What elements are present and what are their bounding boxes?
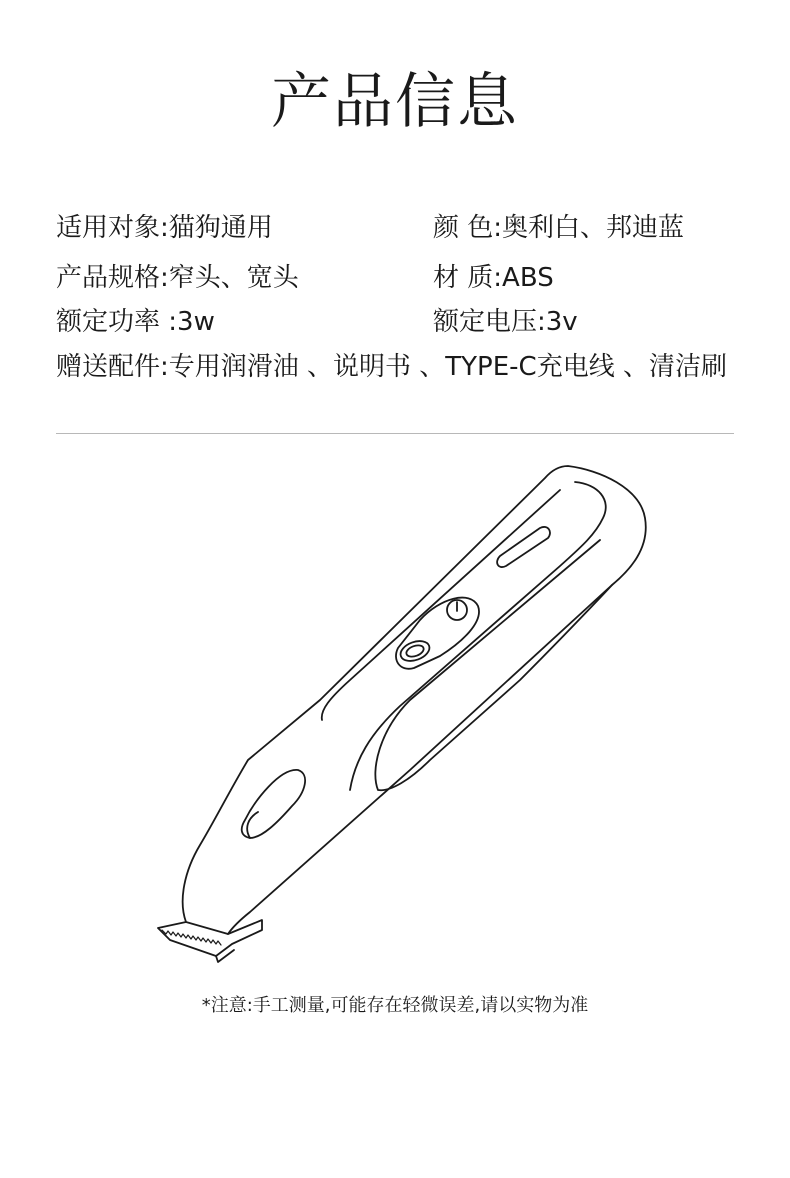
spec-size [56, 261, 299, 295]
led-indicator [497, 527, 550, 567]
spec-gifts [56, 352, 736, 382]
spec-material [433, 261, 554, 295]
spec-label: 赠送配件: [56, 352, 169, 382]
clipper-side-panel [375, 540, 612, 790]
pet-hair-clipper-icon [0, 440, 790, 980]
spec-label: 额定电压: [433, 307, 546, 337]
spec-voltage [433, 305, 578, 339]
spec-label: 材 质: [433, 263, 503, 293]
spec-value: ABS [502, 263, 554, 293]
spec-label: 额定功率 : [56, 307, 178, 337]
spec-value: 奥利白、邦迪蓝 [502, 213, 685, 243]
blade-teeth-icon [162, 930, 221, 945]
spec-color [433, 211, 684, 245]
thumb-rest [242, 770, 305, 838]
divider [56, 433, 734, 434]
clipper-body [183, 466, 646, 934]
spec-value: 猫狗通用 [168, 213, 273, 243]
spec-label: 颜 色: [433, 213, 503, 243]
disclaimer-note: *注意:手工测量,可能存在轻微误差,请以实物为准 [201, 995, 589, 1016]
spec-value: 3v [545, 307, 578, 337]
spec-label: 产品规格: [56, 263, 169, 293]
spec-label: 适用对象: [56, 213, 169, 243]
page-title: 产品信息 [271, 67, 519, 137]
spec-value: 专用润滑油 、说明书 、TYPE-C充电线 、清洁刷 [168, 352, 727, 382]
clipper-groove [322, 490, 560, 720]
blade-carrier [158, 920, 262, 956]
spec-power [56, 305, 215, 339]
clipper-top-rim [350, 482, 606, 790]
spec-value: 3w [177, 307, 215, 337]
spec-value: 窄头、宽头 [168, 263, 299, 293]
spec-target [56, 211, 273, 245]
